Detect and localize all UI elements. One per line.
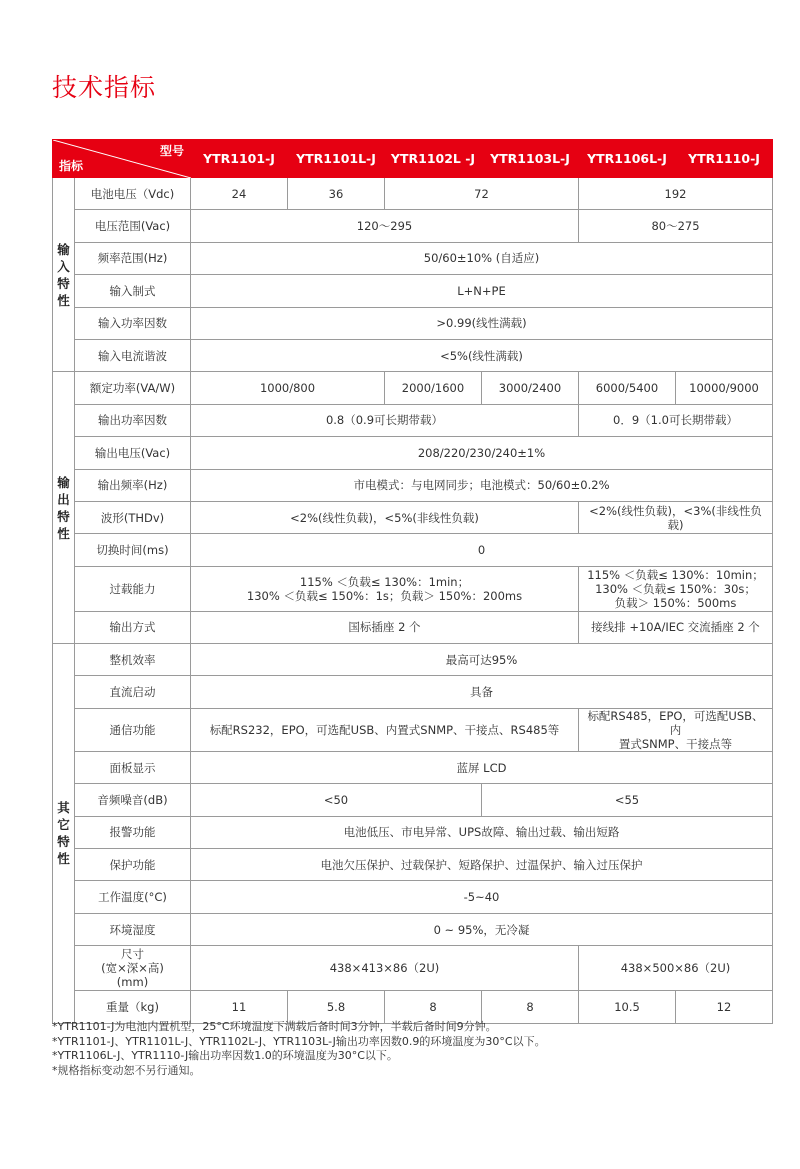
cell-line: 负载＞ 150%：500ms [614, 595, 737, 610]
table-cell: <2%(线性负载)，<3%(非线性负载) [579, 501, 773, 533]
table-cell: 3000/2400 [482, 372, 579, 404]
table-row [53, 437, 773, 469]
table-cell: 0．9（1.0可长期带载） [579, 404, 773, 436]
cell-line: 115% ＜负载≤ 130%：1min； [299, 574, 470, 589]
header-row [53, 140, 773, 178]
table-cell: 438×413×86（2U) [191, 946, 579, 991]
table-cell: <50 [191, 784, 482, 816]
row-label: 输出频率(Hz) [75, 469, 191, 501]
label-line: (mm) [116, 975, 149, 990]
row-label: 面板显示 [75, 751, 191, 783]
footnote: *YTR1106L-J、YTR1110-J输出功率因数1.0的环境温度为30°C以下。 [52, 1049, 398, 1062]
table-row [53, 178, 773, 210]
row-label: 电压范围(Vac) [75, 210, 191, 242]
table-row [53, 242, 773, 274]
table-row [53, 676, 773, 708]
row-label: 输入功率因数 [75, 307, 191, 339]
model-header: YTR1101L-J [288, 140, 385, 178]
table-cell: 192 [579, 178, 773, 210]
spec-table [52, 139, 773, 1024]
model-header: YTR1106L-J [579, 140, 676, 178]
table-cell: 市电模式：与电网同步；电池模式：50/60±0.2% [191, 469, 773, 501]
table-row [53, 881, 773, 913]
table-cell: 80～275 [579, 210, 773, 242]
model-header: YTR1103L-J [482, 140, 579, 178]
table-row [53, 534, 773, 566]
row-label: 输出功率因数 [75, 404, 191, 436]
row-label: 整机效率 [75, 644, 191, 676]
table-cell: 208/220/230/240±1% [191, 437, 773, 469]
table-cell: 11 [191, 991, 288, 1023]
table-cell: 8 [385, 991, 482, 1023]
table-cell: -5~40 [191, 881, 773, 913]
table-cell: 1000/800 [191, 372, 385, 404]
row-label: 频率范围(Hz) [75, 242, 191, 274]
table-cell [579, 566, 773, 611]
row-label: 额定功率(VA/W) [75, 372, 191, 404]
table-cell: 6000/5400 [579, 372, 676, 404]
table-row [53, 404, 773, 436]
table-cell [579, 708, 773, 751]
row-label: 过载能力 [75, 566, 191, 611]
table-cell: 具备 [191, 676, 773, 708]
group-label-input: 输入特性 [53, 178, 75, 372]
cell-line: 标配RS485，EPO，可选配USB、内 [587, 708, 764, 737]
table-cell: <5%(线性满载) [191, 339, 773, 371]
table-cell: 72 [385, 178, 579, 210]
table-cell: <55 [482, 784, 773, 816]
table-cell: 10000/9000 [676, 372, 773, 404]
footnote: *规格指标变动恕不另行通知。 [52, 1063, 201, 1077]
table-row [53, 991, 773, 1023]
table-cell: 电池低压、市电异常、UPS故障、输出过载、输出短路 [191, 816, 773, 848]
row-label [75, 946, 191, 991]
page-title: 技术指标 [52, 73, 157, 102]
table-row [53, 275, 773, 307]
row-label: 波形(THDv) [75, 501, 191, 533]
table-cell: 438×500×86（2U) [579, 946, 773, 991]
table-row [53, 644, 773, 676]
row-label: 重量（kg) [75, 991, 191, 1023]
footnote: *YTR1101-J为电池内置机型，25°C环境温度下满载后备时间3分钟，半载后备时间9分钟。 [52, 1020, 497, 1033]
table-row [53, 913, 773, 945]
cell-line: 置式SNMP、干接点等 [618, 736, 733, 751]
row-label: 切换时间(ms) [75, 534, 191, 566]
table-row [53, 816, 773, 848]
table-cell: >0.99(线性满载) [191, 307, 773, 339]
model-header: YTR1101-J [191, 140, 288, 178]
table-cell: 蓝屏 LCD [191, 751, 773, 783]
table-row [53, 210, 773, 242]
table-cell: 0.8（0.9可长期带载） [191, 404, 579, 436]
table-row [53, 751, 773, 783]
footnotes [52, 1020, 772, 1078]
header-corner [53, 140, 191, 178]
row-label: 输入电流谐波 [75, 339, 191, 371]
table-cell: 120～295 [191, 210, 579, 242]
table-row [53, 307, 773, 339]
model-header: YTR1102L -J [385, 140, 482, 178]
table-cell: 最高可达95% [191, 644, 773, 676]
table-cell: 50/60±10% (自适应) [191, 242, 773, 274]
table-cell: 10.5 [579, 991, 676, 1023]
table-row [53, 611, 773, 643]
table-cell: 接线排 +10A/IEC 交流插座 2 个 [579, 611, 773, 643]
table-row [53, 946, 773, 991]
table-row [53, 566, 773, 611]
table-row [53, 469, 773, 501]
row-label: 工作温度(°C) [75, 881, 191, 913]
table-cell: 8 [482, 991, 579, 1023]
table-cell: <2%(线性负载)，<5%(非线性负载) [191, 501, 579, 533]
table-cell: 36 [288, 178, 385, 210]
cell-line: 130% ＜负载≤ 150%：30s； [595, 581, 756, 596]
cell-line: 130% ＜负载≤ 150%：1s；负载＞ 150%：200ms [246, 588, 523, 603]
group-label-other: 其它特性 [53, 644, 75, 1024]
row-label: 报警功能 [75, 816, 191, 848]
row-label: 输出方式 [75, 611, 191, 643]
row-label: 音频噪音(dB) [75, 784, 191, 816]
table-cell: L+N+PE [191, 275, 773, 307]
row-label: 输出电压(Vac) [75, 437, 191, 469]
table-row [53, 501, 773, 533]
table-cell [191, 566, 579, 611]
cell-line: 115% ＜负载≤ 130%：10min； [587, 567, 764, 582]
table-row [53, 372, 773, 404]
model-header-label: 型号 [159, 144, 184, 158]
table-cell: 标配RS232，EPO，可选配USB、内置式SNMP、干接点、RS485等 [191, 708, 579, 751]
group-label-output: 输出特性 [53, 372, 75, 644]
model-header: YTR1110-J [676, 140, 773, 178]
table-row [53, 339, 773, 371]
table-cell: 24 [191, 178, 288, 210]
table-row [53, 708, 773, 751]
table-cell: 0 ~ 95%，无冷凝 [191, 913, 773, 945]
row-label: 电池电压（Vdc) [75, 178, 191, 210]
table-cell: 0 [191, 534, 773, 566]
table-cell: 12 [676, 991, 773, 1023]
index-header-label: 指标 [59, 159, 84, 173]
table-cell: 国标插座 2 个 [191, 611, 579, 643]
row-label: 环境湿度 [75, 913, 191, 945]
table-cell: 电池欠压保护、过载保护、短路保护、过温保护、输入过压保护 [191, 849, 773, 881]
row-label: 输入制式 [75, 275, 191, 307]
label-line: 尺寸 [121, 947, 144, 962]
footnote: *YTR1101-J、YTR1101L-J、YTR1102L-J、YTR1103L-J输出功率因数0.9的环境温度为30°C以下。 [52, 1034, 546, 1048]
table-cell: 5.8 [288, 991, 385, 1023]
row-label: 通信功能 [75, 708, 191, 751]
label-line: (宽×深×高) [101, 961, 164, 976]
table-row [53, 849, 773, 881]
row-label: 保护功能 [75, 849, 191, 881]
row-label: 直流启动 [75, 676, 191, 708]
table-cell: 2000/1600 [385, 372, 482, 404]
table-row [53, 784, 773, 816]
